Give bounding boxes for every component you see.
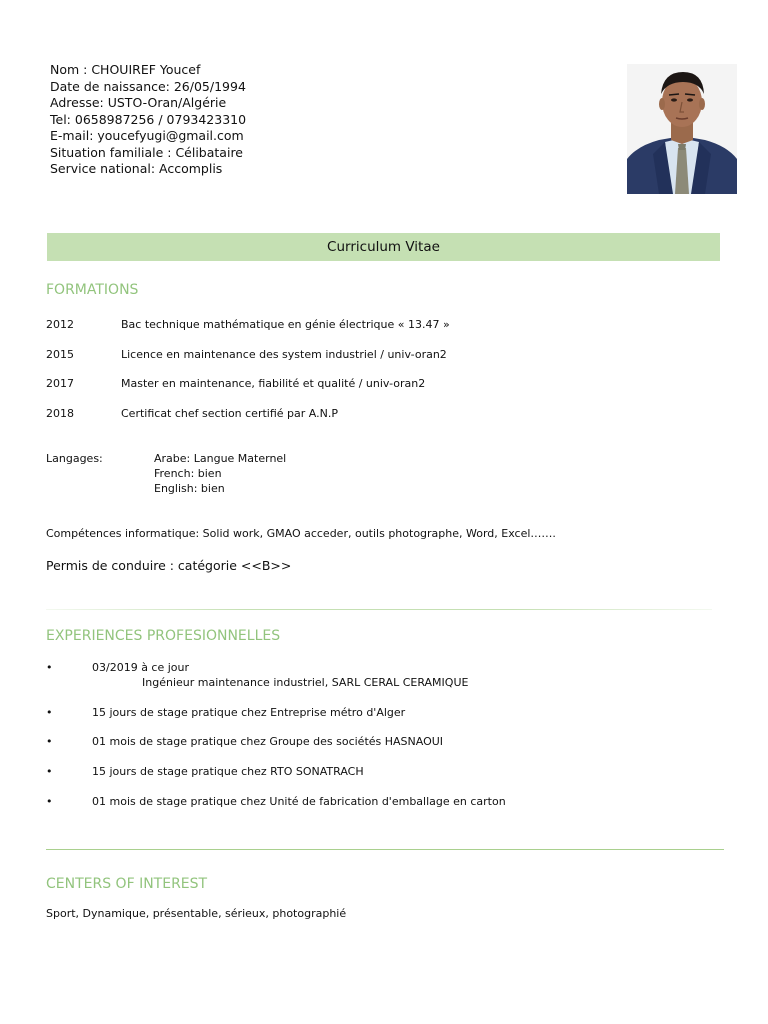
formation-text: Certificat chef section certifié par A.N.P xyxy=(121,407,338,420)
family-line: Situation familiale : Célibataire xyxy=(50,144,243,160)
cv-title-banner: Curriculum Vitae xyxy=(47,233,720,261)
language-item: French: bien xyxy=(154,467,222,480)
experience-item: 15 jours de stage pratique chez RTO SONATRACH xyxy=(92,765,364,778)
name-line: Nom : CHOUIREF Youcef xyxy=(50,62,201,77)
service-line: Service national: Accomplis xyxy=(50,161,223,176)
experience-item: 03/2019 à ce jour xyxy=(92,661,190,674)
formation-year: 2018 xyxy=(46,407,74,420)
birth-line: Date de naissance: 26/05/1994 xyxy=(50,78,246,94)
experience-item: 01 mois de stage pratique chez Unité de fabrication d'emballage en carton xyxy=(92,795,506,808)
formation-text: Bac technique mathématique en génie électrique « 13.47 » xyxy=(121,318,450,331)
bullet-icon: • xyxy=(46,795,53,808)
section-divider xyxy=(46,849,724,850)
bullet-icon: • xyxy=(46,661,53,674)
experience-item: 15 jours de stage pratique chez Entreprise métro d'Alger xyxy=(92,706,406,719)
experiences-heading: EXPERIENCES PROFESIONNELLES xyxy=(46,628,281,644)
email-line: E-mail: youcefyugi@gmail.com xyxy=(50,128,244,143)
address-line: Adresse: USTO-Oran/Algérie xyxy=(50,95,227,110)
interests-text: Sport, Dynamique, présentable, sérieux, photographié xyxy=(46,907,347,920)
experience-subitem: Ingénieur maintenance industriel, SARL CERAL CERAMIQUE xyxy=(142,676,469,689)
bullet-icon: • xyxy=(46,706,53,719)
experience-item: 01 mois de stage pratique chez Groupe des sociétés HASNAOUI xyxy=(92,735,444,748)
formations-heading: FORMATIONS xyxy=(46,282,139,298)
language-item: English: bien xyxy=(154,482,225,495)
bullet-icon: • xyxy=(46,735,53,748)
interests-heading: CENTERS OF INTEREST xyxy=(46,876,208,892)
license-line: Permis de conduire : catégorie <<B>> xyxy=(46,558,292,573)
profile-photo xyxy=(627,64,737,194)
formation-text: Licence en maintenance des system industriel / univ-oran2 xyxy=(121,348,447,361)
section-divider xyxy=(46,609,712,610)
formation-year: 2012 xyxy=(46,318,74,331)
skills-line: Compétences informatique: Solid work, GMAO acceder, outils photographe, Word, Excel……. xyxy=(46,527,556,540)
formation-year: 2017 xyxy=(46,377,74,390)
tel-line: Tel: 0658987256 / 0793423310 xyxy=(50,111,247,127)
language-item: Arabe: Langue Maternel xyxy=(154,452,287,465)
bullet-icon: • xyxy=(46,765,53,778)
languages-label: Langages: xyxy=(46,452,103,465)
formation-year: 2015 xyxy=(46,348,74,361)
formation-text: Master en maintenance, fiabilité et qualité / univ-oran2 xyxy=(121,377,426,390)
